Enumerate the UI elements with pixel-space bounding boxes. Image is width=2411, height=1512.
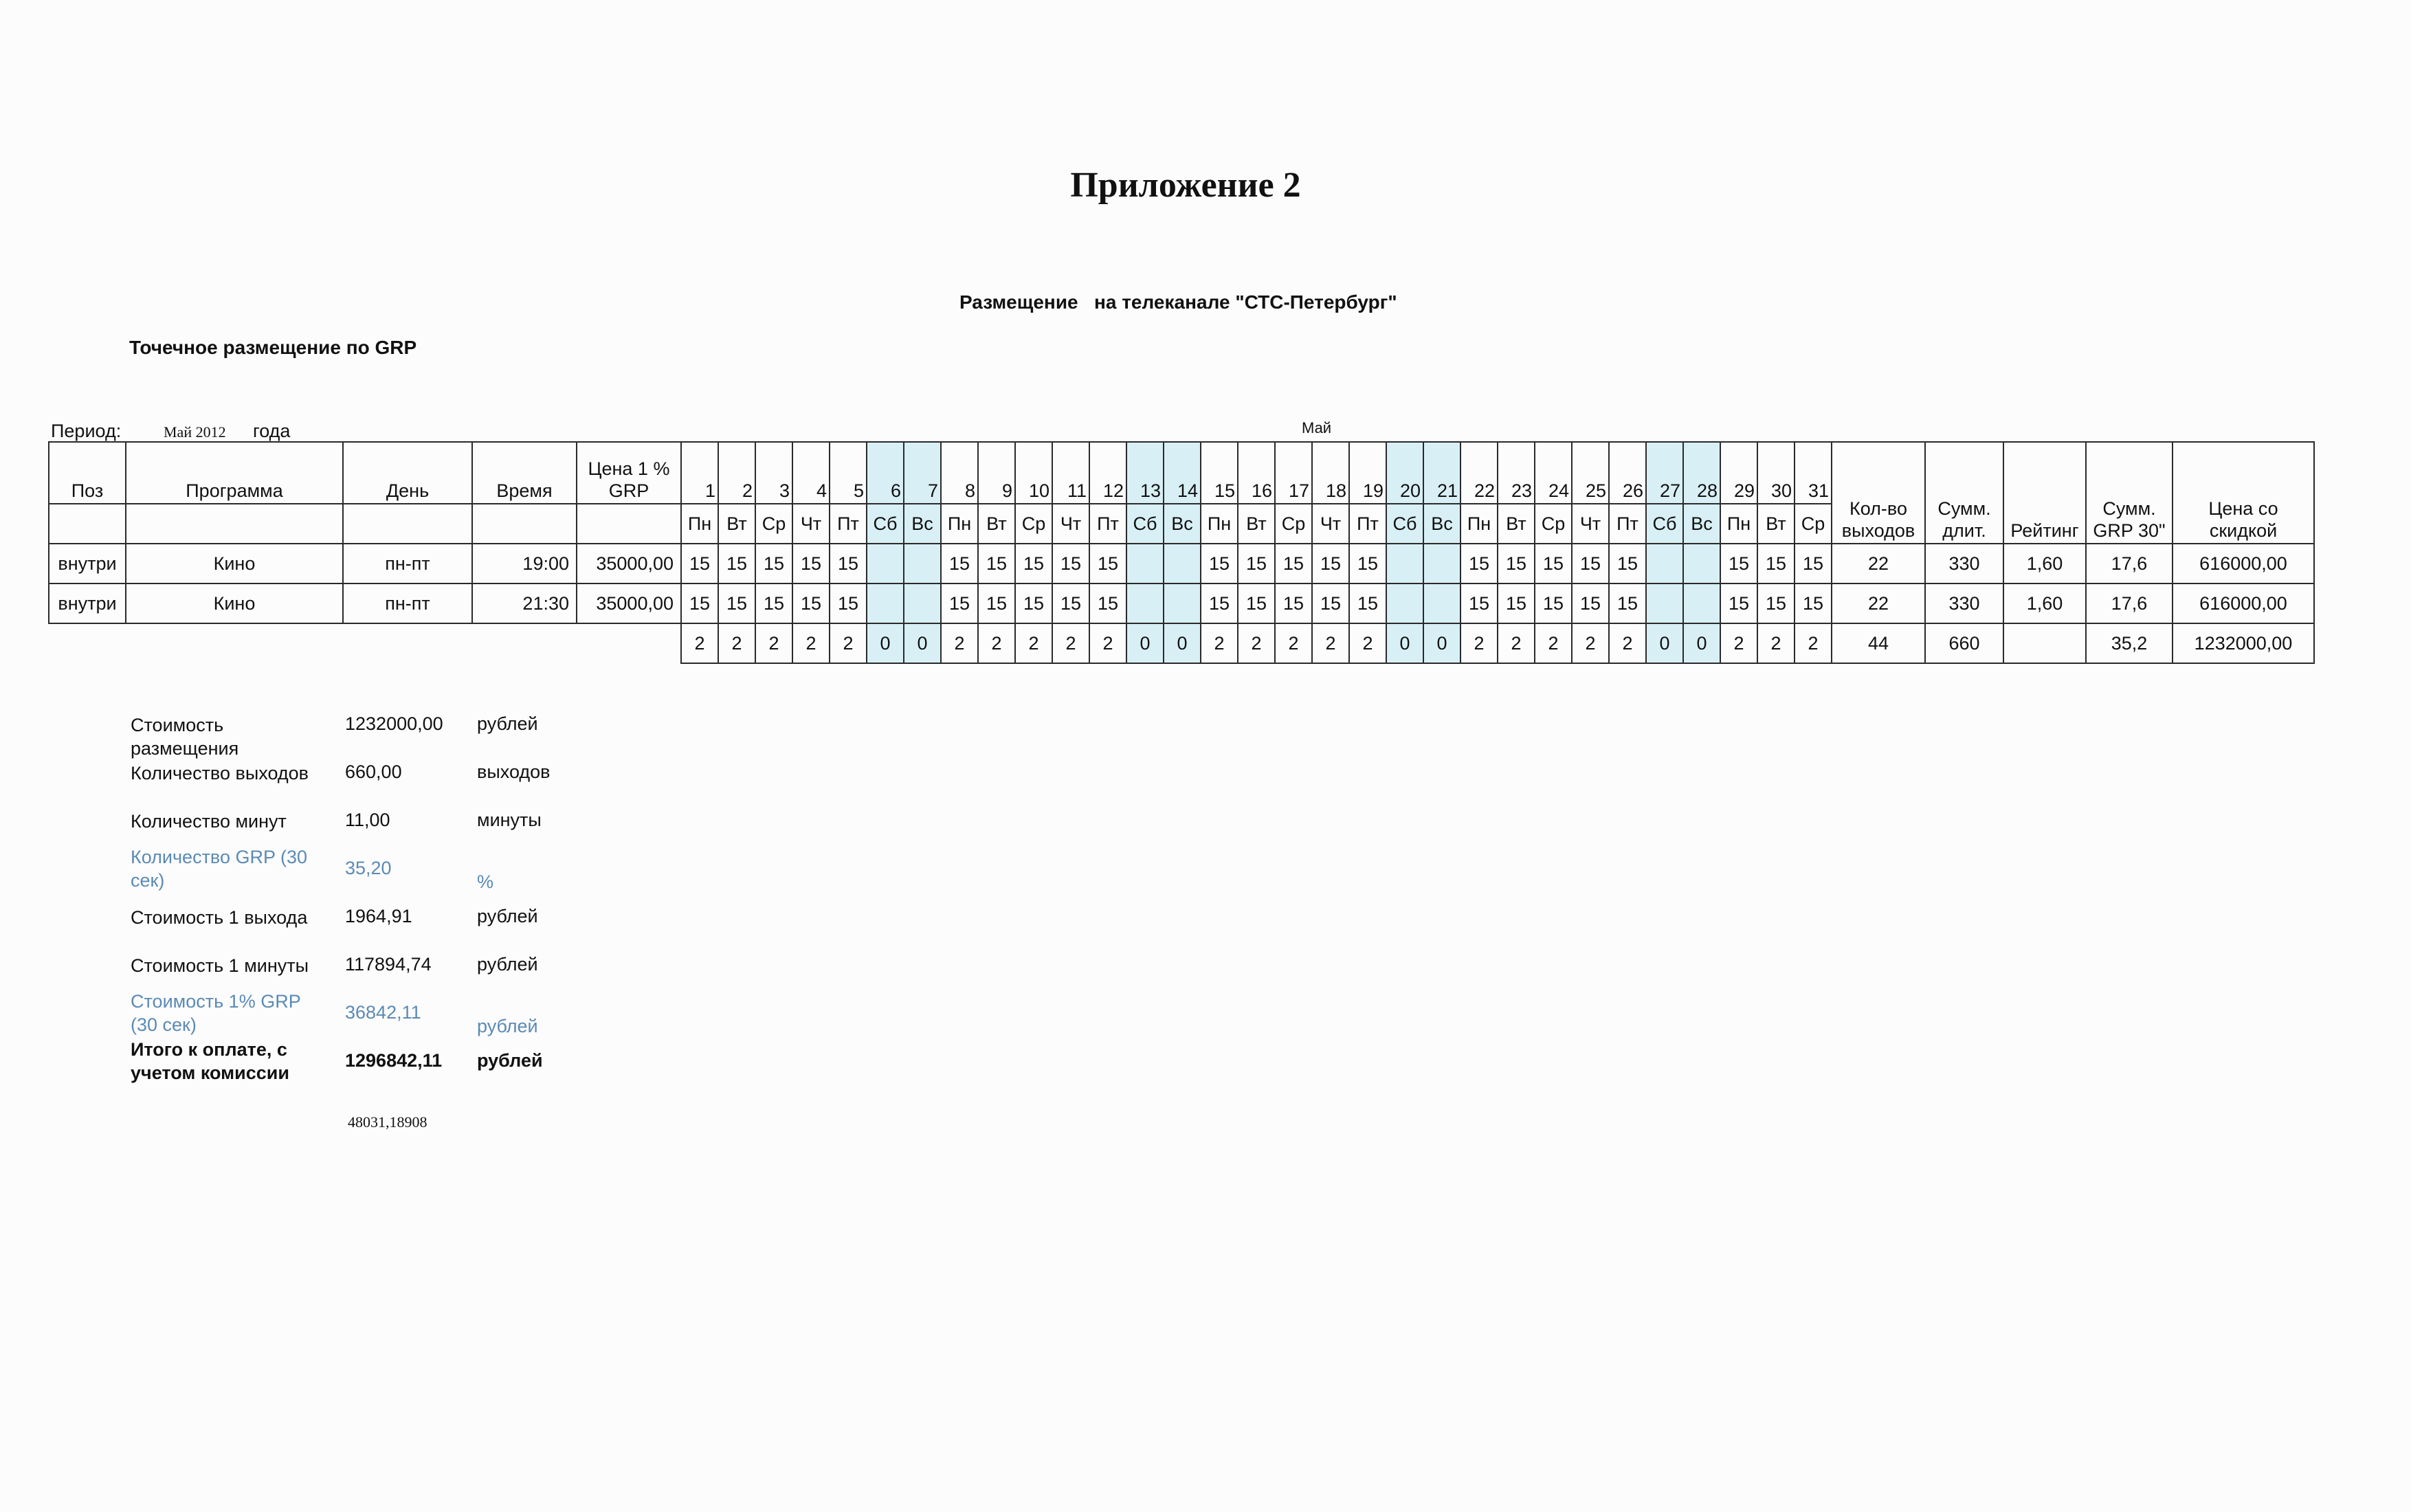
period-unit: года [253,421,291,441]
totals-spots: 2 [1757,623,1795,663]
cell-spots: 15 [1201,544,1238,583]
header-weekday: Чт [1312,504,1349,544]
header-weekday: Пт [830,504,867,544]
cell-spots [1164,583,1201,623]
header-weekday: Пт [1349,504,1386,544]
header-price: Цена 1 % GRP [577,442,681,504]
header-day-number: 30 [1757,442,1795,504]
summary-value: 36842,11 [345,1002,421,1023]
cell-spots: 15 [681,583,718,623]
header-weekday: Пт [1609,504,1646,544]
cell-spots: 15 [792,544,830,583]
summary-label: Количество GRP (30 сек) [131,847,308,891]
totals-spots: 2 [1089,623,1126,663]
cell-spots: 15 [1757,544,1795,583]
cell-spots: 15 [978,583,1015,623]
cell-spots: 15 [941,583,978,623]
header-day-number: 17 [1275,442,1312,504]
summary-label: Стоимость размещения [131,715,239,759]
totals-count: 44 [1832,623,1925,663]
cell-spots: 15 [1572,583,1609,623]
totals-spacer [49,623,681,663]
header-day-number: 25 [1572,442,1609,504]
totals-spots: 2 [1312,623,1349,663]
header-day-number: 18 [1312,442,1349,504]
cell-spots [1126,544,1164,583]
totals-spots: 2 [1349,623,1386,663]
summary-label: Количество минут [131,811,287,832]
header-weekday: Пн [1720,504,1757,544]
totals-spots: 0 [1126,623,1164,663]
header-day-number: 13 [1126,442,1164,504]
cell-spots: 15 [1720,583,1757,623]
period-label: Период: [51,421,122,441]
cell-spots: 15 [1015,544,1052,583]
summary-value: 1232000,00 [345,713,443,734]
header-day-number: 26 [1609,442,1646,504]
header-day-number: 4 [792,442,830,504]
summary-label: Итого к оплате, с учетом комиссии [131,1039,289,1083]
table-row [49,544,2314,583]
totals-spots: 2 [1275,623,1312,663]
totals-row [49,623,2314,663]
totals-spots: 2 [755,623,792,663]
header-day-number: 3 [755,442,792,504]
cell-spots [904,544,941,583]
header-day-number: 5 [830,442,867,504]
schedule-table [48,441,2315,664]
document-title: Приложение 2 [1070,166,1301,205]
header-day-number: 11 [1052,442,1089,504]
cell-spots: 15 [978,544,1015,583]
summary-value: 11,00 [345,810,390,830]
header-blank [472,504,577,544]
totals-spots: 2 [1460,623,1498,663]
cell-spots [1683,583,1720,623]
cell-spots: 15 [1609,544,1646,583]
summary-unit: рублей [477,1016,538,1036]
summary-value: 117894,74 [345,954,432,975]
header-blank [126,504,343,544]
cell-total-duration: 330 [1925,583,2003,623]
header-discount-price: Цена со скидкой [2173,442,2314,544]
cell-count: 22 [1832,544,1925,583]
cell-spots: 15 [1349,544,1386,583]
summary-value: 1964,91 [345,906,412,926]
cell-spots: 15 [941,544,978,583]
totals-spots: 2 [1498,623,1535,663]
cell-spots: 15 [1757,583,1795,623]
header-weekday: Вс [904,504,941,544]
cell-price: 35000,00 [577,583,681,623]
header-day-number: 10 [1015,442,1052,504]
summary-unit: рублей [477,713,538,734]
header-day-number: 24 [1535,442,1572,504]
cell-spots: 15 [755,544,792,583]
cell-time: 19:00 [472,544,577,583]
header-day-number: 14 [1164,442,1201,504]
cell-spots: 15 [1238,583,1275,623]
header-day-number: 8 [941,442,978,504]
cell-spots: 15 [1089,544,1126,583]
header-weekday: Пн [1201,504,1238,544]
header-weekday: Чт [1572,504,1609,544]
section-title: Точечное размещение по GRP [129,337,417,358]
header-day-number: 29 [1720,442,1757,504]
header-weekday: Ср [1535,504,1572,544]
cell-spots: 15 [1460,583,1498,623]
totals-spots: 2 [1720,623,1757,663]
totals-spots: 2 [830,623,867,663]
header-weekday: Вт [1757,504,1795,544]
cell-spots: 15 [1052,583,1089,623]
summary-unit: минуты [477,810,542,830]
cell-spots: 15 [1089,583,1126,623]
document-subtitle: Размещение на телеканале "СТС-Петербург" [959,291,1397,313]
cell-spots [1386,544,1423,583]
summary-label: Стоимость 1 выхода [131,907,308,928]
header-day-number: 2 [718,442,755,504]
totals-spots: 2 [792,623,830,663]
header-total-duration: Сумм. длит. [1925,442,2003,544]
period-value: Май 2012 [164,423,226,441]
cell-spots [867,544,904,583]
header-rating: Рейтинг [2003,442,2086,544]
summary-unit: рублей [477,906,538,926]
header-weekday: Чт [792,504,830,544]
totals-grp: 35,2 [2086,623,2173,663]
header-day-number: 27 [1646,442,1683,504]
cell-day: пн-пт [343,583,472,623]
totals-spots: 2 [941,623,978,663]
cell-spots: 15 [1312,583,1349,623]
header-weekday: Ср [1275,504,1312,544]
cell-spots [1423,544,1460,583]
cell-discount-price: 616000,00 [2173,583,2314,623]
cell-spots: 15 [1535,544,1572,583]
table-row [49,583,2314,623]
totals-spots: 2 [1535,623,1572,663]
cell-spots: 15 [1015,583,1052,623]
cell-spots: 15 [1498,583,1535,623]
totals-rating [2003,623,2086,663]
cell-program: Кино [126,544,343,583]
header-day-number: 20 [1386,442,1423,504]
cell-pos: внутри [49,544,126,583]
header-day-number: 16 [1238,442,1275,504]
cell-spots: 15 [718,583,755,623]
header-pos: Поз [49,442,126,504]
header-row [49,442,2314,504]
cell-spots: 15 [1312,544,1349,583]
cell-spots: 15 [830,544,867,583]
cell-program: Кино [126,583,343,623]
header-day-number: 23 [1498,442,1535,504]
totals-spots: 0 [1164,623,1201,663]
cell-spots: 15 [1460,544,1498,583]
cell-spots: 15 [718,544,755,583]
cell-pos: внутри [49,583,126,623]
header-time: Время [472,442,577,504]
totals-spots: 0 [904,623,941,663]
cell-spots: 15 [1349,583,1386,623]
totals-spots: 2 [681,623,718,663]
header-day-number: 12 [1089,442,1126,504]
header-weekday: Вт [1498,504,1535,544]
header-weekday: Ср [755,504,792,544]
totals-spots: 2 [978,623,1015,663]
totals-spots: 2 [1572,623,1609,663]
cell-spots: 15 [681,544,718,583]
summary-unit: % [477,871,494,892]
cell-spots: 15 [1720,544,1757,583]
header-program: Программа [126,442,343,504]
cell-count: 22 [1832,583,1925,623]
cell-spots: 15 [1498,544,1535,583]
header-weekday: Вс [1164,504,1201,544]
cell-spots: 15 [755,583,792,623]
header-day-number: 15 [1201,442,1238,504]
cell-spots: 15 [1275,544,1312,583]
header-blank [49,504,126,544]
header-weekday: Пн [681,504,718,544]
cell-spots: 15 [1201,583,1238,623]
totals-spots: 2 [1795,623,1832,663]
cell-spots [1126,583,1164,623]
summary-value: 660,00 [345,761,402,782]
cell-day: пн-пт [343,544,472,583]
header-day-number: 22 [1460,442,1498,504]
totals-spots: 2 [718,623,755,663]
cell-spots [904,583,941,623]
header-weekday: Вт [718,504,755,544]
header-day: День [343,442,472,504]
summary-label: Стоимость 1% GRP (30 сек) [131,991,301,1035]
header-weekday: Вт [1238,504,1275,544]
header-count: Кол-во выходов [1832,442,1925,544]
header-day-number: 7 [904,442,941,504]
header-day-number: 6 [867,442,904,504]
header-day-number: 1 [681,442,718,504]
header-weekday: Сб [1646,504,1683,544]
header-weekday: Сб [1386,504,1423,544]
summary-unit: выходов [477,761,551,782]
header-blank [343,504,472,544]
cell-discount-price: 616000,00 [2173,544,2314,583]
summary-value: 1296842,11 [345,1050,443,1071]
cell-spots [1164,544,1201,583]
header-day-number: 28 [1683,442,1720,504]
cell-grp: 17,6 [2086,544,2173,583]
cell-total-duration: 330 [1925,544,2003,583]
cell-spots [867,583,904,623]
cell-spots: 15 [1795,544,1832,583]
cell-time: 21:30 [472,583,577,623]
summary-unit: рублей [477,954,538,975]
header-day-number: 21 [1423,442,1460,504]
totals-spots: 2 [1238,623,1275,663]
cell-spots: 15 [1535,583,1572,623]
header-weekday: Пн [941,504,978,544]
header-weekday: Ср [1015,504,1052,544]
cell-spots [1386,583,1423,623]
cell-spots: 15 [1795,583,1832,623]
month-label: Май [1302,419,1332,436]
summary-value: 35,20 [345,858,392,878]
cell-spots: 15 [1609,583,1646,623]
totals-spots: 0 [1386,623,1423,663]
cell-rating: 1,60 [2003,583,2086,623]
cell-spots [1683,544,1720,583]
totals-spots: 2 [1015,623,1052,663]
header-weekday: Сб [1126,504,1164,544]
totals-spots: 0 [1646,623,1683,663]
cell-spots: 15 [1238,544,1275,583]
header-grp: Сумм. GRP 30" [2086,442,2173,544]
cell-spots: 15 [830,583,867,623]
cell-spots [1646,583,1683,623]
totals-spots: 0 [867,623,904,663]
header-day-number: 9 [978,442,1015,504]
header-weekday: Вс [1683,504,1720,544]
summary-unit: рублей [477,1050,543,1071]
cell-spots: 15 [1275,583,1312,623]
header-weekday: Чт [1052,504,1089,544]
header-day-number: 31 [1795,442,1832,504]
header-weekday: Пн [1460,504,1498,544]
header-blank [577,504,681,544]
header-weekday: Вт [978,504,1015,544]
header-weekday: Сб [867,504,904,544]
cell-spots: 15 [1572,544,1609,583]
footnote-value: 48031,18908 [348,1113,427,1131]
cell-spots [1646,544,1683,583]
header-weekday: Ср [1795,504,1832,544]
cell-spots [1423,583,1460,623]
totals-discount-price: 1232000,00 [2173,623,2314,663]
header-day-number: 19 [1349,442,1386,504]
totals-spots: 0 [1683,623,1720,663]
cell-spots: 15 [1052,544,1089,583]
totals-spots: 0 [1423,623,1460,663]
cell-spots: 15 [792,583,830,623]
cell-grp: 17,6 [2086,583,2173,623]
summary-label: Стоимость 1 минуты [131,955,309,976]
totals-spots: 2 [1052,623,1089,663]
totals-total-duration: 660 [1925,623,2003,663]
header-weekday: Пт [1089,504,1126,544]
summary-label: Количество выходов [131,763,309,783]
cell-price: 35000,00 [577,544,681,583]
header-weekday: Вс [1423,504,1460,544]
totals-spots: 2 [1609,623,1646,663]
cell-rating: 1,60 [2003,544,2086,583]
totals-spots: 2 [1201,623,1238,663]
